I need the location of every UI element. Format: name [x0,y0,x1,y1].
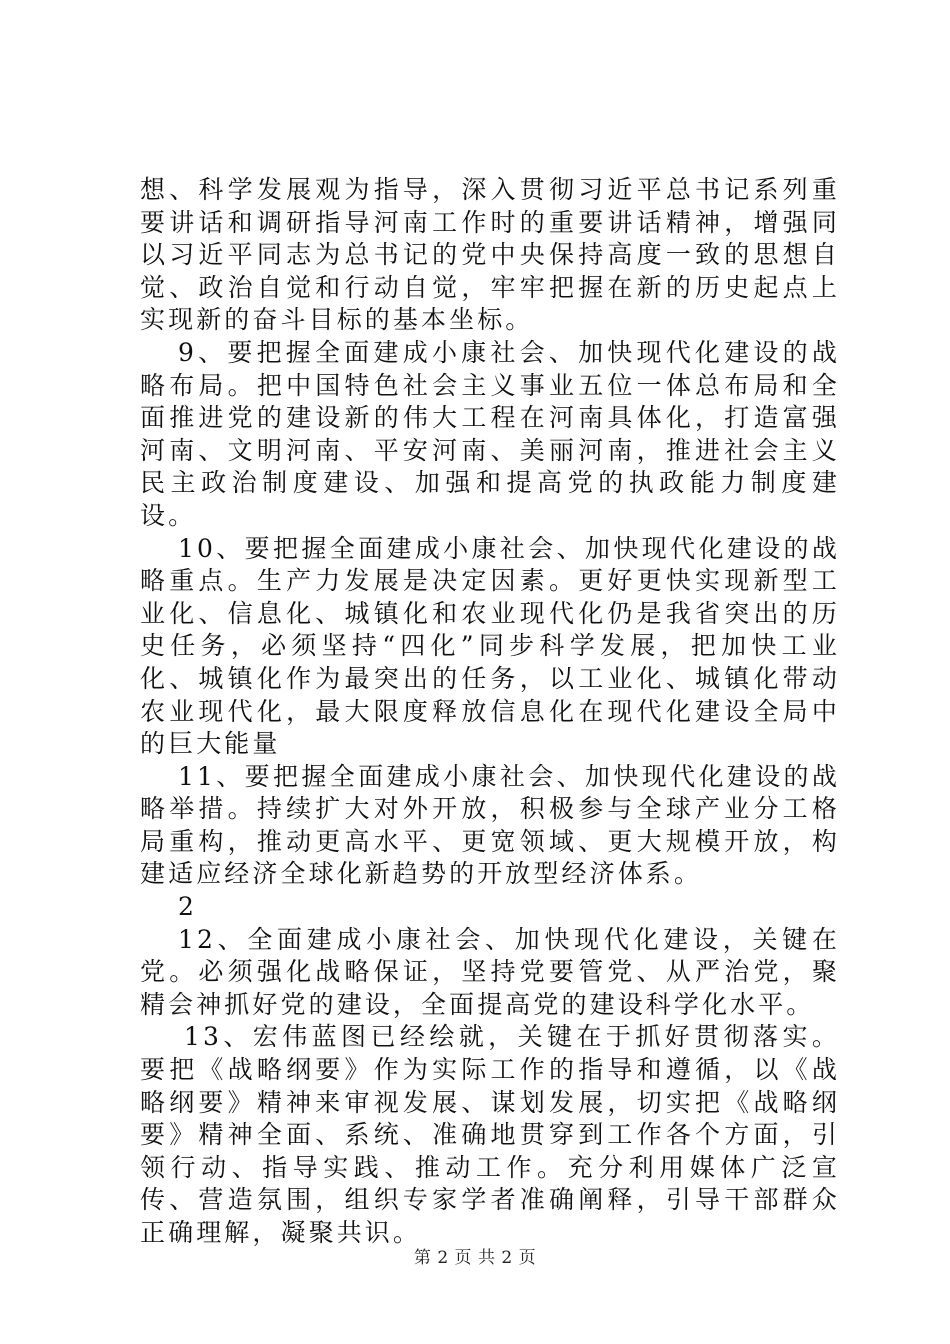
paragraph-continuation: 想、科学发展观为指导，深入贯彻习近平总书记系列重要讲话和调研指导河南工作时的重要讲话精神，增强同以习近平同志为总书记的党中央保持高度一致的思想自觉、政治自觉和行动自觉，牢牢把握在新的历史起点上实现新的奋斗目标的基本坐标。 [140,175,840,335]
paragraph-item-10: 10、要把握全面建成小康社会、加快现代化建设的战略重点。生产力发展是决定因素。更好更快实现新型工业化、信息化、城镇化和农业现代化仍是我省突出的历史任务，必须坚持“四化”同步科学发展，把加快工业化、城镇化作为最突出的任务，以工业化、城镇化带动农业现代化，最大限度释放信息化在现代化建设全局中的巨大能量 [140,533,840,759]
paragraph-item-9: 9、要把握全面建成小康社会、加快现代化建设的战略布局。把中国特色社会主义事业五位一体总布局和全面推进党的建设新的伟大工程在河南具体化，打造富强河南、文明河南、平安河南、美丽河南，推进社会主义民主政治制度建设、加强和提高党的执政能力制度建设。 [140,337,840,530]
paragraph-item-11: 11、要把握全面建成小康社会、加快现代化建设的战略举措。持续扩大对外开放，积极参与全球产业分工格局重构，推动更高水平、更宽领域、更大规模开放，构建适应经济全球化新趋势的开放型经济体系。 [140,761,840,889]
stray-page-number: 2 [178,892,198,922]
paragraph-item-13: 13、宏伟蓝图已经绘就，关键在于抓好贯彻落实。要把《战略纲要》作为实际工作的指导和遵循，以《战略纲要》精神来审视发展、谋划发展，切实把《战略纲要》精神全面、系统、准确地贯穿到工作各个方面，引领行动、指导实践、推动工作。充分利用媒体广泛宣传、营造氛围，组织专家学者准确阐释，引导干部群众正确理解，凝聚共识。 [140,1022,840,1247]
paragraph-item-12: 12、全面建成小康社会、加快现代化建设，关键在党。必须强化战略保证，坚持党要管党、从严治党，聚精会神抓好党的建设，全面提高党的建设科学化水平。 [140,924,840,1019]
page-footer: 第 2 页 共 2 页 [413,1248,537,1268]
document-body [140,174,840,1250]
